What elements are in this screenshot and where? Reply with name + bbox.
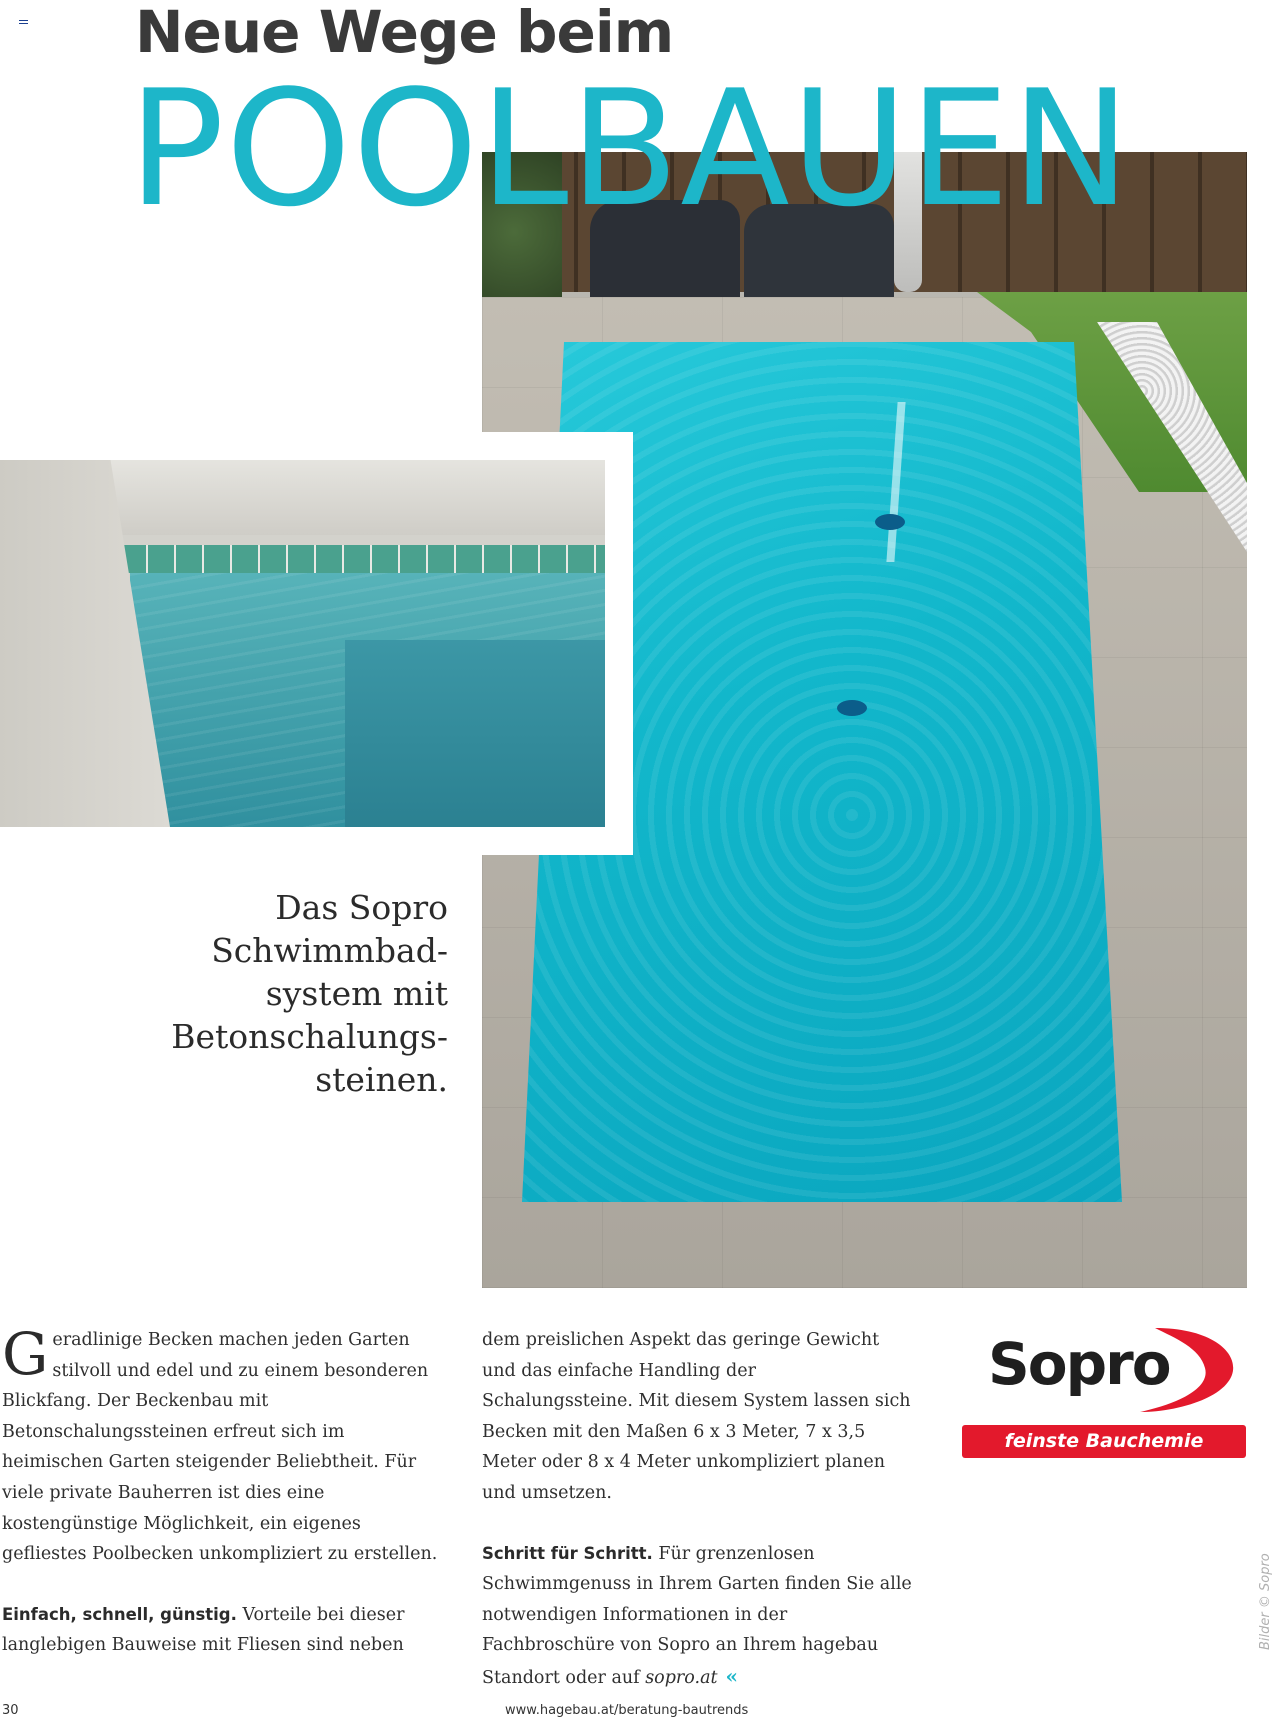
page-number: 30 bbox=[2, 1703, 19, 1718]
caption-line: Schwimmbad- bbox=[211, 931, 448, 970]
caption-line: system mit bbox=[265, 974, 448, 1013]
paragraph bbox=[482, 1325, 912, 1509]
sopro-link[interactable]: sopro.at bbox=[645, 1667, 718, 1688]
caption-line: Betonschalungs- bbox=[171, 1017, 448, 1056]
pool-nozzle-shape bbox=[875, 514, 905, 530]
chevron-left-icon: « bbox=[725, 1663, 739, 1688]
footer-url[interactable]: www.hagebau.at/beratung-bautrends bbox=[505, 1703, 749, 1718]
pool-nozzle-shape bbox=[837, 700, 867, 716]
pool-edge-photo bbox=[0, 460, 605, 827]
paragraph bbox=[2, 1320, 442, 1570]
drop-cap: G bbox=[2, 1320, 49, 1388]
logo-wordmark: Sopro bbox=[988, 1330, 1170, 1398]
tile-border-shape bbox=[120, 545, 605, 573]
page-subtitle: Neue Wege beim bbox=[135, 0, 674, 66]
menu-icon[interactable] bbox=[19, 20, 28, 27]
paragraph bbox=[482, 1539, 912, 1694]
logo-tagline: feinste Bauchemie bbox=[962, 1425, 1246, 1458]
pool-water-shape bbox=[522, 342, 1122, 1202]
caption-line: steinen. bbox=[315, 1060, 448, 1099]
image-caption bbox=[88, 886, 448, 1101]
pool-step-shape bbox=[345, 640, 605, 827]
paragraph-text: eradlinige Becken machen jeden Garten stilvoll und edel und zu einem besonderen Blickfang. Der Beckenbau mit Betonschalungssteinen erfreut sich im heimischen Garten steigender Beliebtheit. Für viele private Bauherren ist dies eine kostengünstige Möglichkeit, ein eigenes gefliestes Poolbecken unkompliziert zu erstellen. bbox=[2, 1330, 438, 1565]
photo-credit: Bilder © Sopro bbox=[1258, 1553, 1273, 1650]
paragraph-lead: Einfach, schnell, günstig. bbox=[2, 1604, 237, 1624]
paragraph-lead: Schritt für Schritt. bbox=[482, 1543, 653, 1563]
sopro-logo bbox=[960, 1320, 1250, 1460]
paragraph-text: Vorteile bei dieser langlebigen Bauweise mit Fliesen sind neben bbox=[2, 1604, 405, 1656]
body-column-2 bbox=[482, 1325, 912, 1724]
paragraph-text: dem preislichen Aspekt das geringe Gewicht und das einfache Handling der Schalungssteine. Mit diesem System lassen sich Becken mit den Maßen 6 x 3 Meter, 7 x 3,5 Meter oder 8 x 4 Meter unkompliziert planen und umsetzen. bbox=[482, 1330, 911, 1503]
paragraph bbox=[2, 1600, 442, 1661]
page-title: POOLBAUEN bbox=[128, 55, 1132, 242]
paragraph-text: Für grenzenlosen Schwimmgenuss in Ihrem Garten finden Sie alle notwendigen Informationen in der Fachbroschüre von Sopro an Ihrem hagebau Standort oder auf bbox=[482, 1543, 912, 1688]
body-column-1 bbox=[2, 1320, 442, 1691]
caption-line: Das Sopro bbox=[275, 888, 448, 927]
